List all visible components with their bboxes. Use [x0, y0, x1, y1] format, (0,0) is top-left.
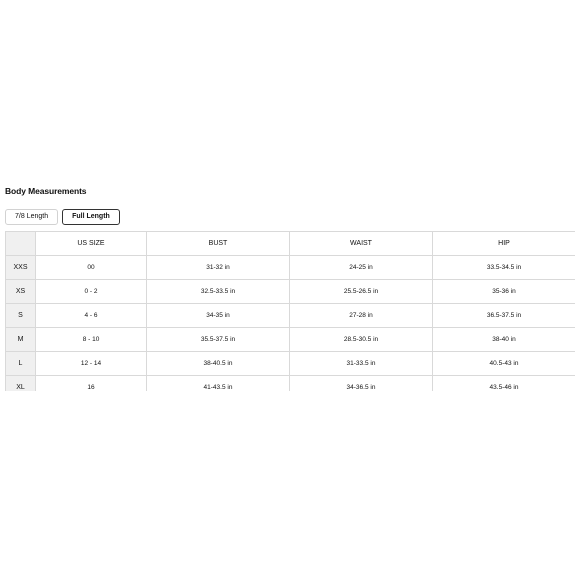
hip-cell: 33.5-34.5 in — [433, 256, 576, 280]
waist-cell: 28.5-30.5 in — [290, 328, 433, 352]
bust-cell: 38-40.5 in — [147, 352, 290, 376]
table-row — [6, 304, 576, 328]
us-size-cell: 8 - 10 — [36, 328, 147, 352]
table-header-bust: BUST — [147, 232, 290, 256]
size-label: XS — [6, 280, 36, 304]
table-header-us-size: US SIZE — [36, 232, 147, 256]
table-header-hip: HIP — [433, 232, 576, 256]
table-row — [6, 256, 576, 280]
us-size-cell: 12 - 14 — [36, 352, 147, 376]
tab-full-length[interactable]: Full Length — [62, 209, 120, 225]
table-row — [6, 376, 576, 392]
hip-cell: 36.5-37.5 in — [433, 304, 576, 328]
bust-cell: 41-43.5 in — [147, 376, 290, 392]
bust-cell: 34-35 in — [147, 304, 290, 328]
table-header-corner — [6, 232, 36, 256]
section-title: Body Measurements — [5, 186, 87, 196]
waist-cell: 25.5-26.5 in — [290, 280, 433, 304]
hip-cell: 43.5-46 in — [433, 376, 576, 392]
waist-cell: 24-25 in — [290, 256, 433, 280]
us-size-cell: 00 — [36, 256, 147, 280]
size-label: L — [6, 352, 36, 376]
table-row — [6, 280, 576, 304]
size-label: S — [6, 304, 36, 328]
size-label: XXS — [6, 256, 36, 280]
waist-cell: 34-36.5 in — [290, 376, 433, 392]
table-header-waist: WAIST — [290, 232, 433, 256]
tab-7-8-length[interactable]: 7/8 Length — [5, 209, 58, 225]
us-size-cell: 0 - 2 — [36, 280, 147, 304]
length-tabs — [5, 209, 120, 225]
hip-cell: 38-40 in — [433, 328, 576, 352]
hip-cell: 35-36 in — [433, 280, 576, 304]
size-table — [5, 231, 575, 391]
table-header-row — [6, 232, 576, 256]
table-row — [6, 352, 576, 376]
waist-cell: 31-33.5 in — [290, 352, 433, 376]
bust-cell: 35.5-37.5 in — [147, 328, 290, 352]
waist-cell: 27-28 in — [290, 304, 433, 328]
bust-cell: 31-32 in — [147, 256, 290, 280]
us-size-cell: 4 - 6 — [36, 304, 147, 328]
size-table-scroll[interactable] — [5, 231, 575, 391]
table-row — [6, 328, 576, 352]
us-size-cell: 16 — [36, 376, 147, 392]
hip-cell: 40.5-43 in — [433, 352, 576, 376]
bust-cell: 32.5-33.5 in — [147, 280, 290, 304]
size-label: M — [6, 328, 36, 352]
size-label: XL — [6, 376, 36, 392]
